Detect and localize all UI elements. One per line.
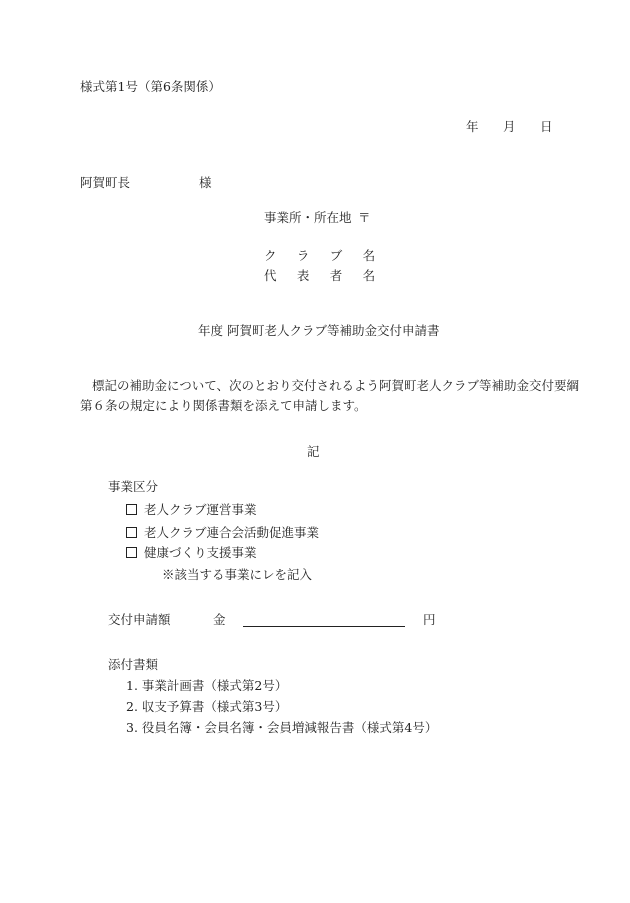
office-address-label: 事業所・所在地 (264, 210, 352, 225)
body-text-line-2: 第６条の規定により関係書類を添えて申請します。 (80, 398, 367, 413)
checkbox-icon[interactable] (126, 527, 137, 538)
attachments-label: 添付書類 (108, 657, 159, 672)
ki-heading: 記 (307, 444, 320, 459)
postal-mark: 〒 (358, 210, 371, 225)
date-row (466, 121, 553, 134)
attachment-item: 2. 収支予算書（様式第3号） (126, 699, 288, 714)
business-option (126, 527, 319, 540)
amount-label: 交付申請額 (108, 612, 171, 627)
document-title: 年度 阿賀町老人クラブ等補助金交付申請書 (198, 323, 440, 338)
amount-input-line[interactable] (243, 626, 405, 627)
addressee-name: 阿賀町長 (80, 175, 131, 190)
date-day-label: 日 (540, 119, 553, 134)
form-number: 様式第1号（第6条関係） (80, 79, 221, 94)
checkbox-icon[interactable] (126, 547, 137, 558)
business-note: ※該当する事業にレを記入 (162, 567, 313, 582)
attachment-item: 1. 事業計画書（様式第2号） (126, 678, 288, 693)
club-name-label: ク ラ ブ 名 (264, 248, 384, 263)
amount-prefix: 金 (213, 612, 226, 627)
attachment-item: 3. 役員名簿・会員名簿・会員増減報告書（様式第4号） (126, 720, 438, 735)
body-text-line-1: 標記の補助金について、次のとおり交付されるよう阿賀町老人クラブ等補助金交付要綱 (92, 378, 580, 393)
checkbox-icon[interactable] (126, 504, 137, 515)
amount-suffix: 円 (423, 612, 436, 627)
business-option-label: 老人クラブ運営事業 (144, 502, 257, 517)
date-month-label: 月 (503, 119, 516, 134)
business-option (126, 504, 257, 517)
business-option-label: 健康づくり支援事業 (144, 545, 257, 560)
date-year-label: 年 (466, 119, 479, 134)
business-option-label: 老人クラブ連合会活動促進事業 (144, 525, 320, 540)
business-option (126, 547, 257, 560)
representative-label: 代 表 者 名 (264, 268, 384, 283)
addressee-honorific: 様 (199, 175, 212, 190)
business-section-label: 事業区分 (108, 479, 159, 494)
